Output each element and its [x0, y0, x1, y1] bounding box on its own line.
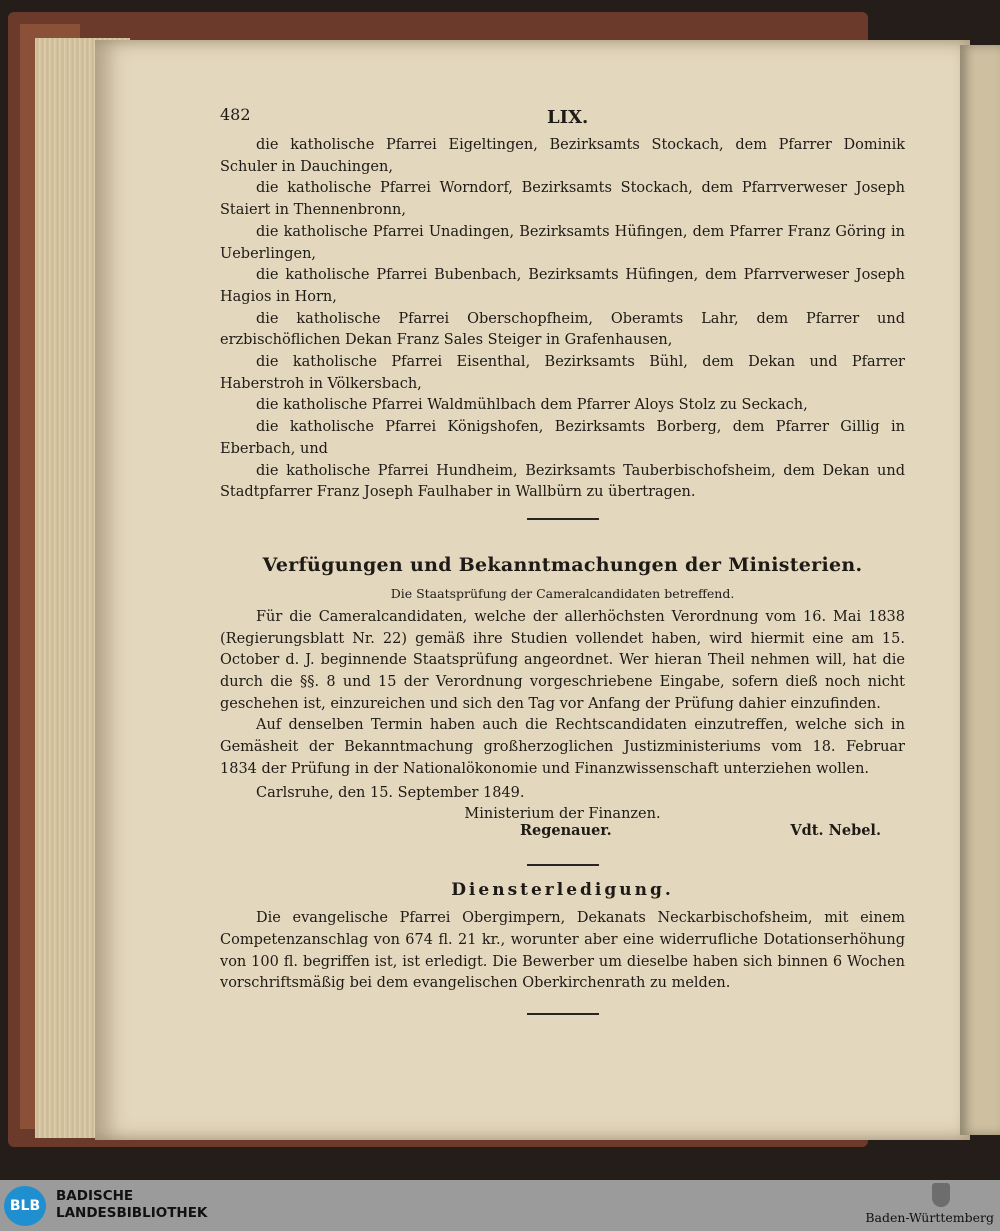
ministry-paragraph-1: Für die Cameralcandidaten, welche der allerhöchsten Verordnung vom 16. Mai 1838 (Regierungsblatt Nr. 22) gemäß ihre Studien vollendet haben, wird hiermit eine am 15. October d. J. beginnende Staatsprüfung angeordnet. Wer hieran Theil nehmen will, hat die durch die §§. 8 und 15 der Verordnung vorgeschriebene Eingabe, sofern dieß noch nicht geschehen ist, einzureichen und sich den Tag vor Anfang der Prüfung dahier einzufinden.	[220, 608, 905, 712]
section-heading-ministries: Verfügungen und Bekanntmachungen der Ministerien.	[262, 553, 863, 576]
library-name-line2: LANDESBIBLIOTHEK	[56, 1205, 208, 1221]
section-number: LIX.	[547, 107, 589, 128]
section-heading-vacancy: Diensterledigung.	[451, 880, 674, 901]
page-header	[220, 105, 905, 135]
appointment-entry: die katholische Pfarrei Eisenthal, Bezirksamts Bühl, dem Dekan und Pfarrer Haberstroh in Völkersbach,	[220, 354, 905, 392]
library-footer	[0, 1180, 1000, 1231]
signature-line	[220, 822, 905, 846]
divider	[527, 864, 599, 866]
divider	[527, 518, 599, 520]
appointment-entry: die katholische Pfarrei Hundheim, Bezirksamts Tauberbischofsheim, dem Dekan und Stadtpfarrer Franz Joseph Faulhaber in Wallbürn zu übertragen.	[220, 462, 905, 501]
library-name	[56, 1188, 207, 1222]
section-subheading: Die Staatsprüfung der Cameralcandidaten betreffend.	[390, 585, 735, 601]
ministry-name: Ministerium der Finanzen.	[464, 806, 661, 823]
appointment-entry: die katholische Pfarrei Bubenbach, Bezirksamts Hüfingen, dem Pfarrverweser Joseph Hagios in Horn,	[220, 267, 905, 305]
vacancy-paragraph: Die evangelische Pfarrei Obergimpern, Dekanats Neckarbischofsheim, mit einem Competenzanschlag von 674 fl. 21 kr., worunter aber eine widerrufliche Dotationserhöhung von 100 fl. begriffen ist, ist erledigt. Die Bewerber um dieselbe haben sich binnen 6 Wochen vorschriftsmäßig bei dem evangelischen Oberkirchenrath zu melden.	[220, 910, 905, 992]
appointment-entry: die katholische Pfarrei Waldmühlbach dem Pfarrer Aloys Stolz zu Seckach,	[256, 397, 808, 414]
coat-of-arms-icon	[932, 1183, 950, 1207]
appointment-entry: die katholische Pfarrei Oberschopfheim, Oberamts Lahr, dem Pfarrer und erzbischöflichen Dekan Franz Sales Steiger in Grafenhausen,	[220, 310, 905, 349]
appointment-entry: die katholische Pfarrei Eigeltingen, Bezirksamts Stockach, dem Pfarrer Dominik Schuler in Dauchingen,	[220, 137, 905, 175]
signature: Regenauer.	[520, 822, 612, 840]
library-name-line1: BADISCHE	[56, 1188, 134, 1204]
state-name: Baden-Württemberg	[865, 1210, 994, 1225]
page-content	[220, 105, 905, 1015]
appointments-list	[220, 135, 905, 504]
appointment-entry: die katholische Pfarrei Königshofen, Bezirksamts Borberg, dem Pfarrer Gillig in Eberbach, und	[220, 419, 905, 457]
countersignature: Vdt. Nebel.	[790, 822, 881, 840]
place-date: Carlsruhe, den 15. September 1849.	[256, 784, 525, 801]
page-number: 482	[220, 105, 251, 124]
ministry-paragraph-2: Auf denselben Termin haben auch die Rechtscandidaten einzutreffen, welche sich in Gemäsheit der Bekanntmachung großherzoglichen Justizministeriums vom 18. Februar 1834 der Prüfung in der Nationalökonomie und Finanzwissenschaft unterziehen wollen.	[220, 717, 905, 777]
appointment-entry: die katholische Pfarrei Worndorf, Bezirksamts Stockach, dem Pfarrverweser Joseph Staiert in Thennenbronn,	[220, 180, 905, 219]
appointment-entry: die katholische Pfarrei Unadingen, Bezirksamts Hüfingen, dem Pfarrer Franz Göring in Ueberlingen,	[220, 223, 905, 262]
divider	[527, 1013, 599, 1015]
blb-logo: BLB	[4, 1186, 46, 1226]
right-page-edge	[960, 45, 1000, 1135]
